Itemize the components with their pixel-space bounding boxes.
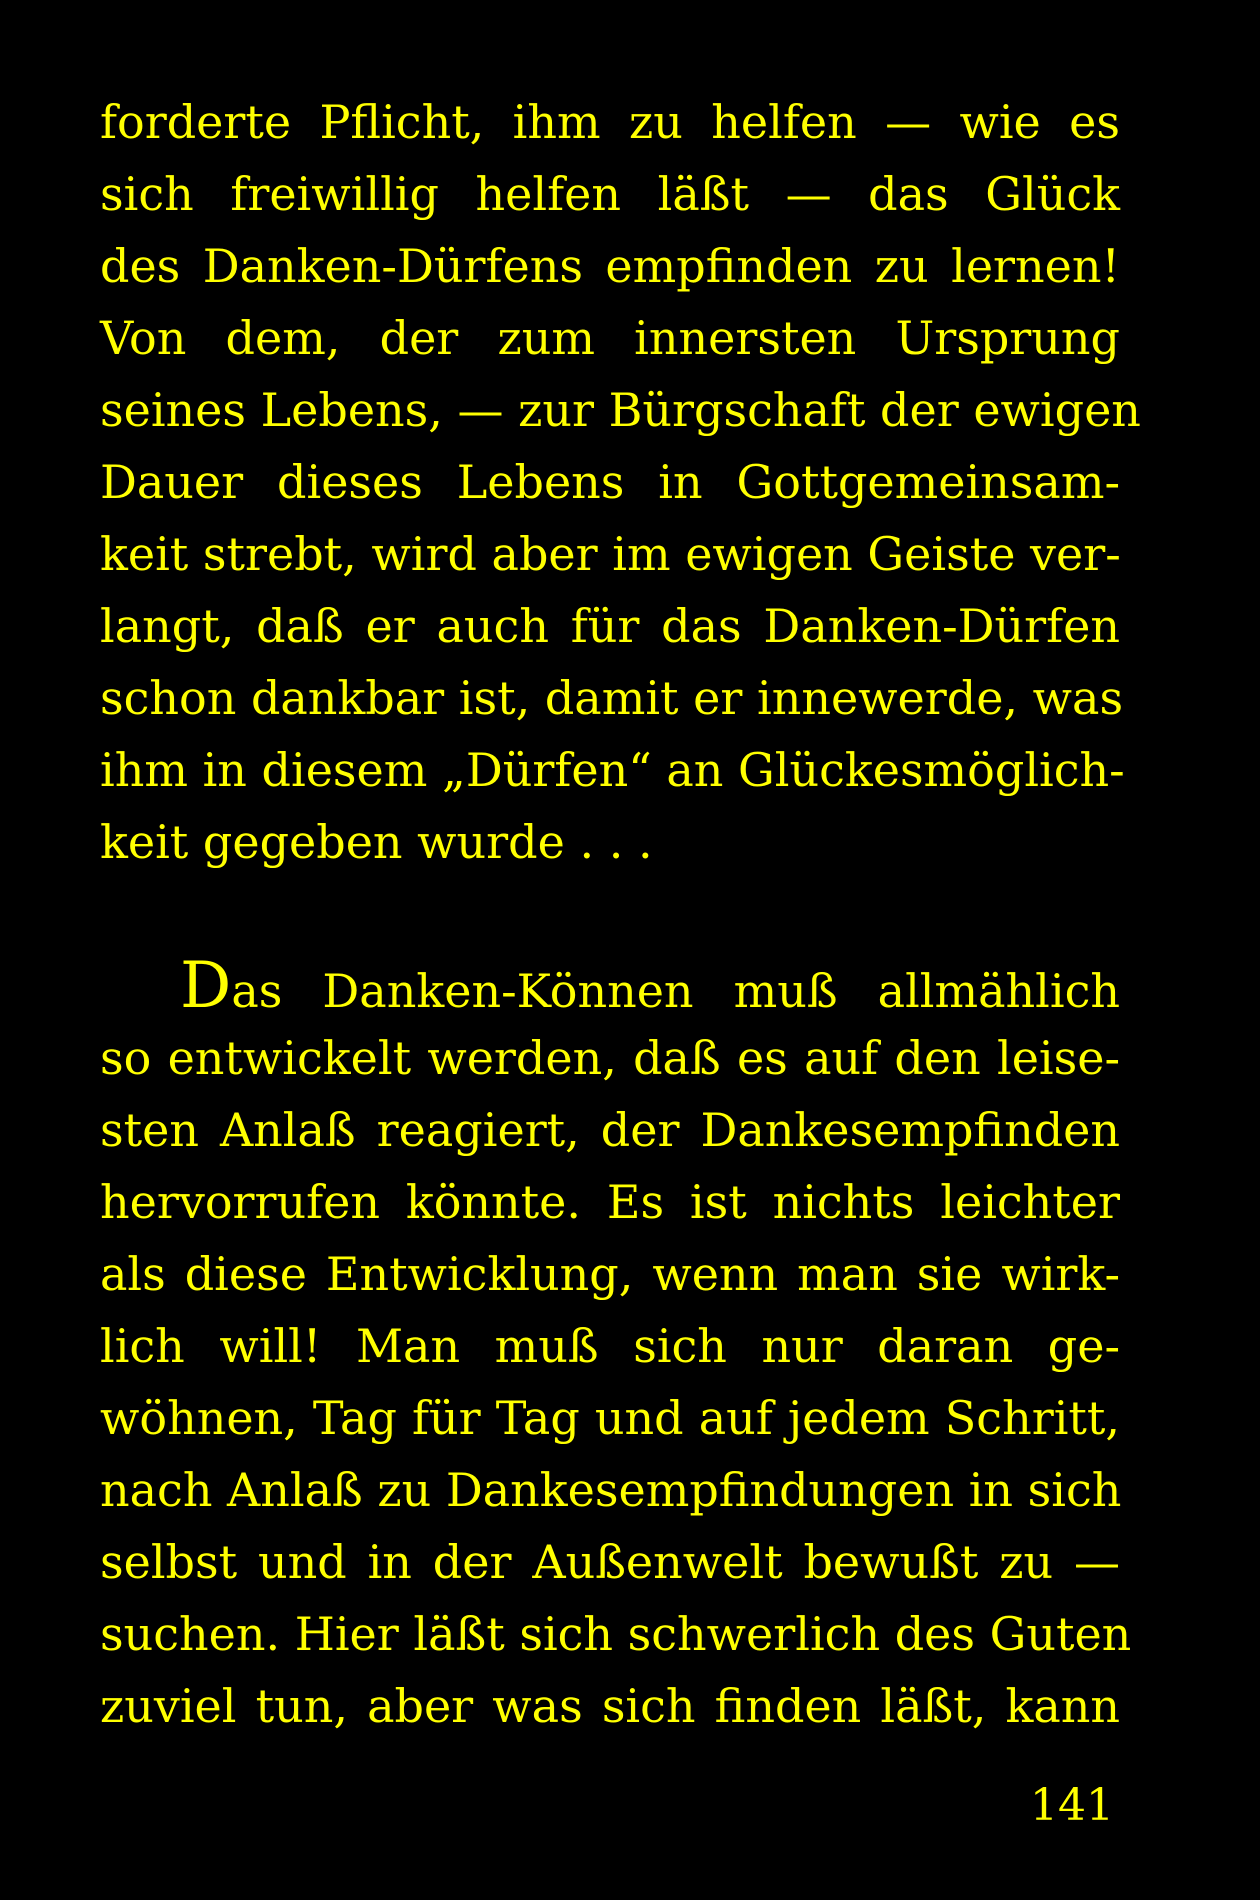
text-line: Von dem, der zum innersten Ursprung bbox=[100, 311, 1120, 365]
text-line: lich will! Man muß sich nur daran ge- bbox=[100, 1319, 1120, 1373]
text-line: suchen. Hier läßt sich schwerlich des Guten bbox=[100, 1607, 1132, 1661]
text-line: hervorrufen könnte. Es ist nichts leichter bbox=[100, 1175, 1120, 1229]
text-line: forderte Pflicht, ihm zu helfen — wie es bbox=[100, 95, 1120, 149]
first-line-text: as Danken-Können muß allmählich bbox=[231, 964, 1120, 1018]
paragraph-2 bbox=[100, 949, 1132, 1742]
text-line: zuviel tun, aber was sich finden läßt, kann bbox=[100, 1679, 1120, 1733]
text-line: nach Anlaß zu Dankesempfindungen in sich bbox=[100, 1463, 1122, 1517]
text-line: keit gegeben wurde . . . bbox=[100, 815, 653, 869]
text-line: sich freiwillig helfen läßt — das Glück bbox=[100, 167, 1120, 221]
text-line: selbst und in der Außenwelt bewußt zu — bbox=[100, 1535, 1120, 1589]
text-line: so entwickelt werden, daß es auf den leise- bbox=[100, 1031, 1120, 1085]
text-line: Dauer dieses Lebens in Gottgemeinsam- bbox=[100, 455, 1120, 509]
text-line: seines Lebens, — zur Bürgschaft der ewigen bbox=[100, 383, 1141, 437]
text-line: des Danken-Dürfens empfinden zu lernen! bbox=[100, 239, 1120, 293]
paragraph-1 bbox=[100, 86, 1141, 878]
text-line: ihm in diesem „Dürfen“ an Glückesmöglich- bbox=[100, 743, 1125, 797]
text-line: wöhnen, Tag für Tag und auf jedem Schritt, bbox=[100, 1391, 1120, 1445]
dropcap-letter: D bbox=[180, 949, 232, 1023]
text-line: langt, daß er auch für das Danken-Dürfen bbox=[100, 599, 1120, 653]
text-line: schon dankbar ist, damit er innewerde, was bbox=[100, 671, 1124, 725]
text-line: als diese Entwicklung, wenn man sie wirk- bbox=[100, 1247, 1120, 1301]
text-line: sten Anlaß reagiert, der Dankesempfinden bbox=[100, 1103, 1120, 1157]
text-line-first bbox=[100, 950, 1120, 1022]
page-number: 141 bbox=[1030, 1780, 1114, 1831]
text-line: keit strebt, wird aber im ewigen Geiste ver- bbox=[100, 527, 1121, 581]
